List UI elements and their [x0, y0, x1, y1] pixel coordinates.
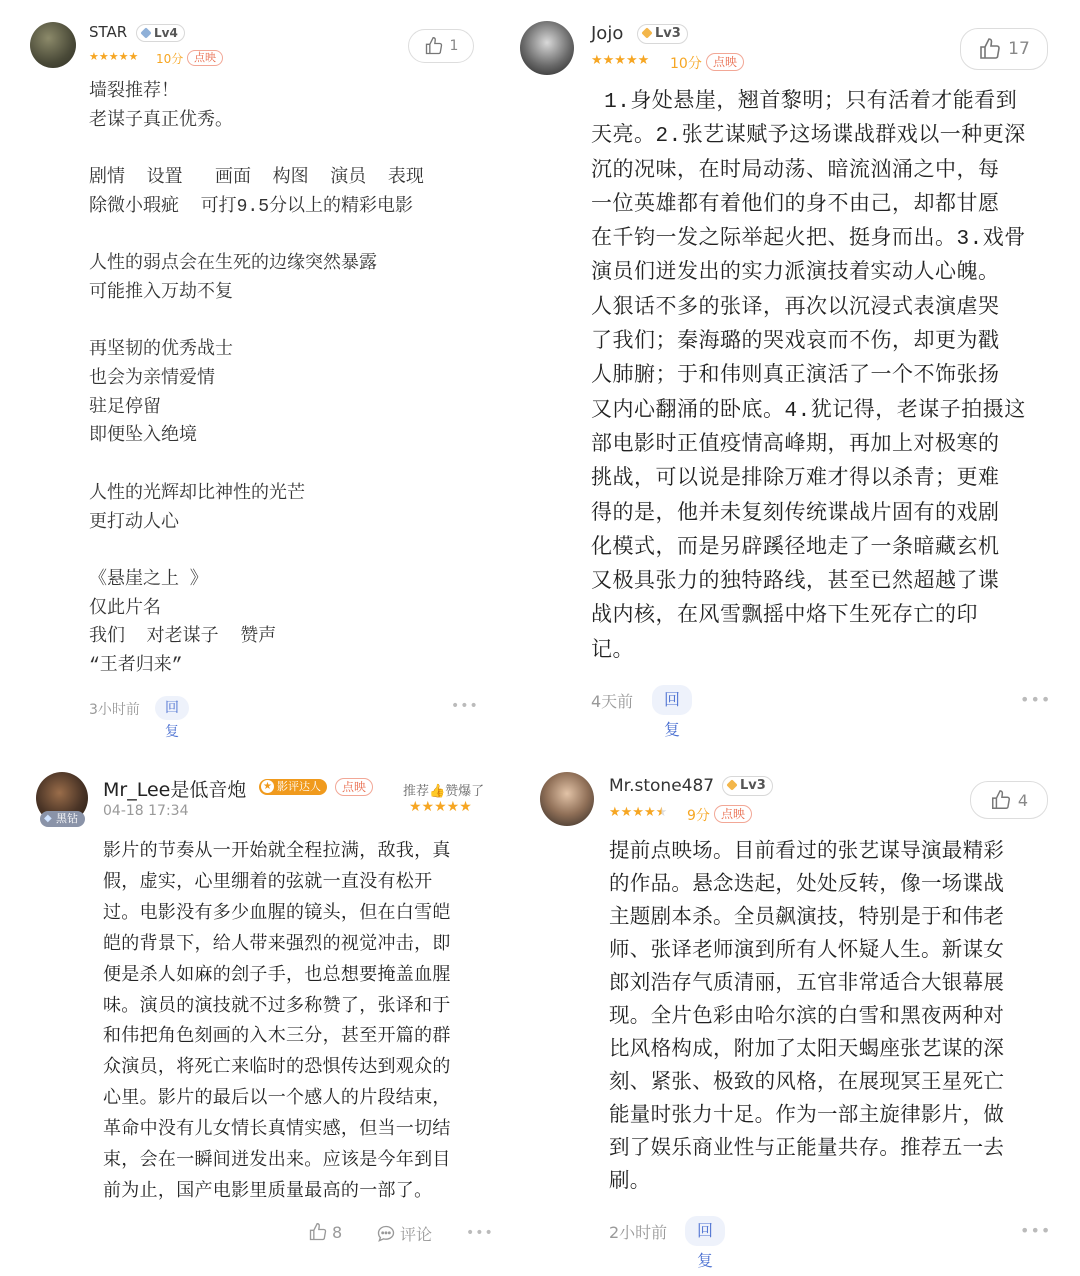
gem-icon: [140, 27, 151, 38]
like-button[interactable]: [408, 29, 474, 63]
score: 10分: [156, 52, 184, 66]
like-button[interactable]: [970, 781, 1048, 819]
diamond-icon: ◆: [44, 813, 52, 824]
preview-tag: 点映: [187, 50, 223, 66]
avatar[interactable]: [30, 22, 76, 68]
more-options-icon[interactable]: •••: [1020, 690, 1052, 709]
score: 9分: [687, 808, 710, 824]
like-button[interactable]: [308, 1222, 342, 1242]
level-badge: Lv4: [136, 24, 185, 42]
level-badge: Lv3: [722, 776, 773, 796]
username[interactable]: Mr.stone487: [609, 776, 715, 796]
level-badge: Lv3: [637, 24, 688, 44]
timestamp: 4天前: [591, 692, 634, 711]
username[interactable]: Mr_Lee是低音炮: [103, 779, 247, 801]
rating-stars: ★★★★★: [409, 799, 472, 815]
score: 10分: [670, 56, 702, 72]
thumb-up-icon: [990, 789, 1012, 811]
timestamp: 2小时前: [609, 1223, 668, 1242]
comment-text: 墙裂推荐！ 老谋子真正优秀。 剧情 设置 画面 构图 演员 表现 除微小瑕疵 可打9.5分以上的精彩电影 人性的弱点会在生死的边缘突然暴露 可能推入万劫不复 再坚韧的优秀战士 也会为亲情爱情 驻足停留 即便坠入绝境 人性的光辉却比神性的光芒 更打动人心 《悬崖之上 》 仅此片名 我们 对老谋子 赞声 “王者归来”: [89, 82, 424, 677]
critic-badge: ★ 影评达人: [259, 779, 327, 795]
rating-stars: ★★★★★: [89, 50, 139, 63]
more-options-icon[interactable]: •••: [451, 698, 479, 714]
like-count: 4: [1017, 790, 1029, 810]
username[interactable]: Jojo: [591, 23, 624, 44]
comment-label: 评论: [400, 1225, 433, 1244]
comment-bubble-icon: [376, 1224, 396, 1244]
more-options-icon[interactable]: •••: [1020, 1221, 1052, 1240]
vip-badge: ◆ 黑钻: [40, 811, 85, 827]
avatar[interactable]: [540, 772, 594, 826]
reply-button[interactable]: 回复: [652, 685, 692, 715]
thumb-up-icon: [978, 37, 1002, 61]
reply-button[interactable]: 回复: [685, 1216, 725, 1246]
preview-tag: 点映: [706, 53, 744, 71]
like-button[interactable]: [960, 28, 1048, 70]
like-count: 17: [1008, 39, 1030, 59]
thumb-up-icon: [424, 36, 444, 56]
timestamp: 3小时前: [89, 702, 140, 718]
gem-icon: [726, 779, 737, 790]
comment-text: 提前点映场。目前看过的张艺谋导演最精彩 的作品。悬念迭起，处处反转，像一场谍战 主题剧本杀。全员飙演技，特别是于和伟老 师、张译老师演到所有人怀疑人生。新谋女 郎刘浩存气质清丽，五官非常适合大银幕展 现。全片色彩由哈尔滨的白雪和黑夜两种对 比风格构成，附加了太阳天蝎座张艺谋的深 刻、紧张、极致的风格，在展现冥王星死亡 能量时张力十足。作为一部主旋律影片，做 到了娱乐商业性与正能量共存。推荐五一去 刷。: [609, 841, 1005, 1194]
thumb-up-icon: [308, 1222, 328, 1242]
preview-tag: 点映: [335, 778, 373, 796]
like-count: 8: [332, 1222, 343, 1242]
username[interactable]: STAR: [89, 23, 128, 41]
rating-stars: ★★★★★: [591, 53, 650, 68]
more-options-icon[interactable]: •••: [466, 1225, 494, 1241]
reply-button[interactable]: 回复: [155, 696, 189, 720]
gem-icon: [641, 27, 652, 38]
like-count: 1: [449, 38, 459, 54]
star-badge-icon: ★: [261, 780, 274, 793]
preview-tag: 点映: [714, 805, 752, 823]
avatar[interactable]: [520, 21, 574, 75]
recommend-label: 推荐👍赞爆了: [403, 784, 485, 799]
comment-text: 1.身处悬崖，翘首黎明；只有活着才能看到 天亮。2.张艺谋赋予这场谍战群戏以一种更深 沉的况味，在时局动荡、暗流汹涌之中，每 一位英雄都有着他们的身不由己，却都甘愿 在千钧一发之际举起火把、挺身而出。3.戏骨 演员们迸发出的实力派演技着实动人心魄。 人狠话不多的张译，再次以沉浸式表演虐哭 了我们；秦海璐的哭戏哀而不伤，却更为戳 人肺腑；于和伟则真正演活了一个不饰张扬 又内心翻涌的卧底。4.犹记得，老谋子拍摄这 部电影时正值疫情高峰期，再加上对极寒的 挑战，可以说是排除万难才得以杀青；更难 得的是，他并未复刻传统谍战片固有的戏剧 化模式，而是另辟蹊径地走了一条暗藏玄机 又极具张力的独特路线，甚至已然超越了谍 战内核，在风雪飘摇中烙下生死存亡的印 记。: [591, 91, 1026, 663]
post-date: 04-18 17:34: [103, 803, 189, 819]
comment-text: 影片的节奏从一开始就全程拉满，敌我，真 假，虚实，心里绷着的弦就一直没有松开 过。电影没有多少血腥的镜头，但在白雪皑 皑的背景下，给人带来强烈的视觉冲击，即 便是杀人如麻的刽子手，也总想要掩盖血腥 味。演员的演技就不过多称赞了，张译和于 和伟把角色刻画的入木三分，甚至开篇的群 众演员，将死亡来临时的恐惧传达到观众的 心里。影片的最后以一个感人的片段结束， 革命中没有儿女情长真情实感，但当一切结 束，会在一瞬间迸发出来。应该是今年到目 前为止，国产电影里质量最高的一部了。: [103, 842, 451, 1202]
rating-stars: ★★★★★: [609, 805, 668, 820]
comment-button[interactable]: [376, 1222, 432, 1245]
